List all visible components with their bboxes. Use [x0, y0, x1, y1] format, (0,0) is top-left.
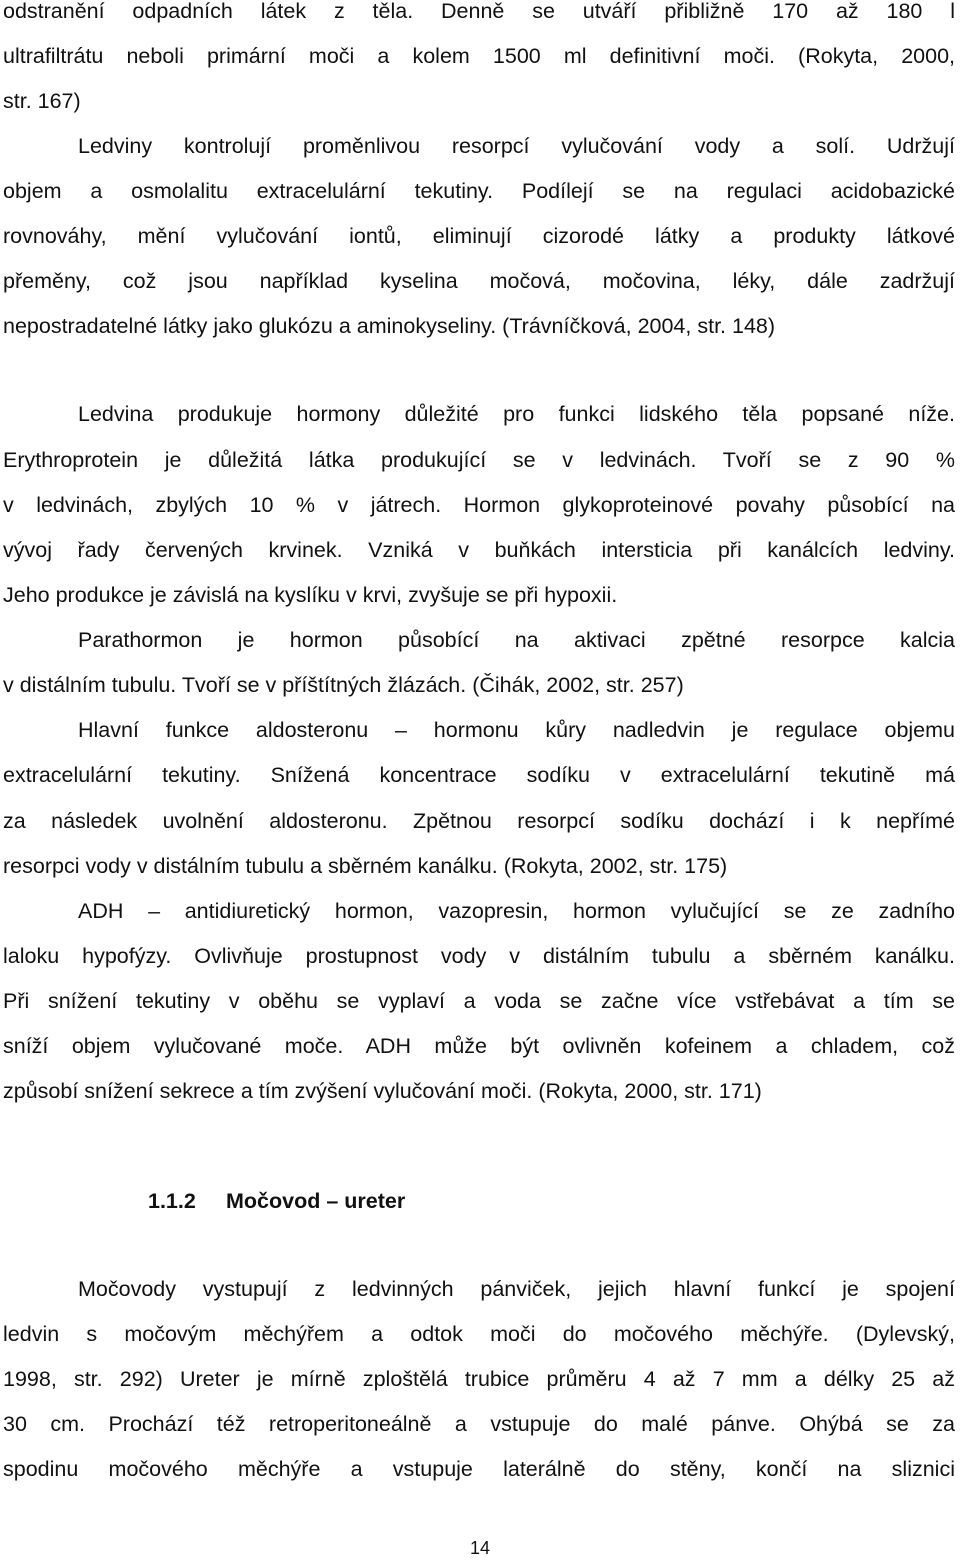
text-line: objem a osmolalitu extracelulární tekutiny. Podílejí se na regulaci acidobazické: [3, 179, 955, 203]
text-line: str. 167): [3, 89, 81, 113]
text-line: laloku hypofýzy. Ovlivňuje prostupnost vody v distálním tubulu a sběrném kanálku.: [3, 944, 955, 968]
text-line: nepostradatelné látky jako glukózu a aminokyseliny. (Trávníčková, 2004, str. 148): [3, 314, 776, 338]
section-heading: [148, 1186, 405, 1216]
text-line: Ledviny kontrolují proměnlivou resorpcí vylučování vody a solí. Udržují: [78, 134, 955, 158]
text-line: za následek uvolnění aldosteronu. Zpětnou resorpcí sodíku dochází i k nepřímé: [3, 809, 955, 833]
page-number: 14: [469, 1538, 491, 1558]
text-line: sníží objem vylučované moče. ADH může být ovlivněn kofeinem a chladem, což: [3, 1034, 955, 1058]
text-line: způsobí snížení sekrece a tím zvýšení vylučování moči. (Rokyta, 2000, str. 171): [3, 1079, 762, 1103]
text-line: v ledvinách, zbylých 10 % v játrech. Hormon glykoproteinové povahy působící na: [3, 493, 955, 517]
text-line: v distálním tubulu. Tvoří se v příštítných žlázách. (Čihák, 2002, str. 257): [3, 673, 684, 697]
text-line: resorpci vody v distálním tubulu a sběrném kanálku. (Rokyta, 2002, str. 175): [3, 854, 728, 878]
text-line: rovnováhy, mění vylučování iontů, eliminují cizorodé látky a produkty látkové: [3, 224, 955, 248]
text-line: přeměny, což jsou například kyselina močová, močovina, léky, dále zadržují: [3, 269, 955, 293]
text-line: odstranění odpadních látek z těla. Denně se utváří přibližně 170 až 180 l: [3, 0, 955, 23]
text-line: Erythroprotein je důležitá látka produkující se v ledvinách. Tvoří se z 90 %: [3, 448, 955, 472]
text-line: ADH – antidiuretický hormon, vazopresin, hormon vylučující se ze zadního: [78, 899, 955, 923]
text-line: Ledvina produkuje hormony důležité pro funkci lidského těla popsané níže.: [78, 402, 955, 426]
section-title: Močovod – ureter: [226, 1189, 406, 1213]
text-line: Močovody vystupují z ledvinných pánviček, jejich hlavní funkcí je spojení: [78, 1277, 955, 1301]
text-line: 30 cm. Prochází též retroperitoneálně a vstupuje do malé pánve. Ohýbá se za: [3, 1412, 955, 1436]
text-line: spodinu močového měchýře a vstupuje laterálně do stěny, končí na sliznici: [3, 1457, 955, 1481]
text-line: Parathormon je hormon působící na aktivaci zpětné resorpce kalcia: [78, 628, 955, 652]
text-line: extracelulární tekutiny. Snížená koncentrace sodíku v extracelulární tekutině má: [3, 763, 955, 787]
text-line: ultrafiltrátu neboli primární moči a kolem 1500 ml definitivní moči. (Rokyta, 2000,: [3, 44, 955, 68]
text-line: ledvin s močovým měchýřem a odtok moči do močového měchýře. (Dylevský,: [3, 1322, 955, 1346]
text-line: 1998, str. 292) Ureter je mírně zploštělá trubice průměru 4 až 7 mm a délky 25 až: [3, 1367, 955, 1391]
text-line: Při snížení tekutiny v oběhu se vyplaví a voda se začne více vstřebávat a tím se: [3, 989, 955, 1013]
text-line: vývoj řady červených krvinek. Vzniká v buňkách intersticia při kanálcích ledviny.: [3, 538, 955, 562]
text-line: Jeho produkce je závislá na kyslíku v krvi, zvyšuje se při hypoxii.: [3, 583, 618, 607]
text-line: Hlavní funkce aldosteronu – hormonu kůry nadledvin je regulace objemu: [78, 718, 955, 742]
section-number: 1.1.2: [148, 1189, 196, 1213]
